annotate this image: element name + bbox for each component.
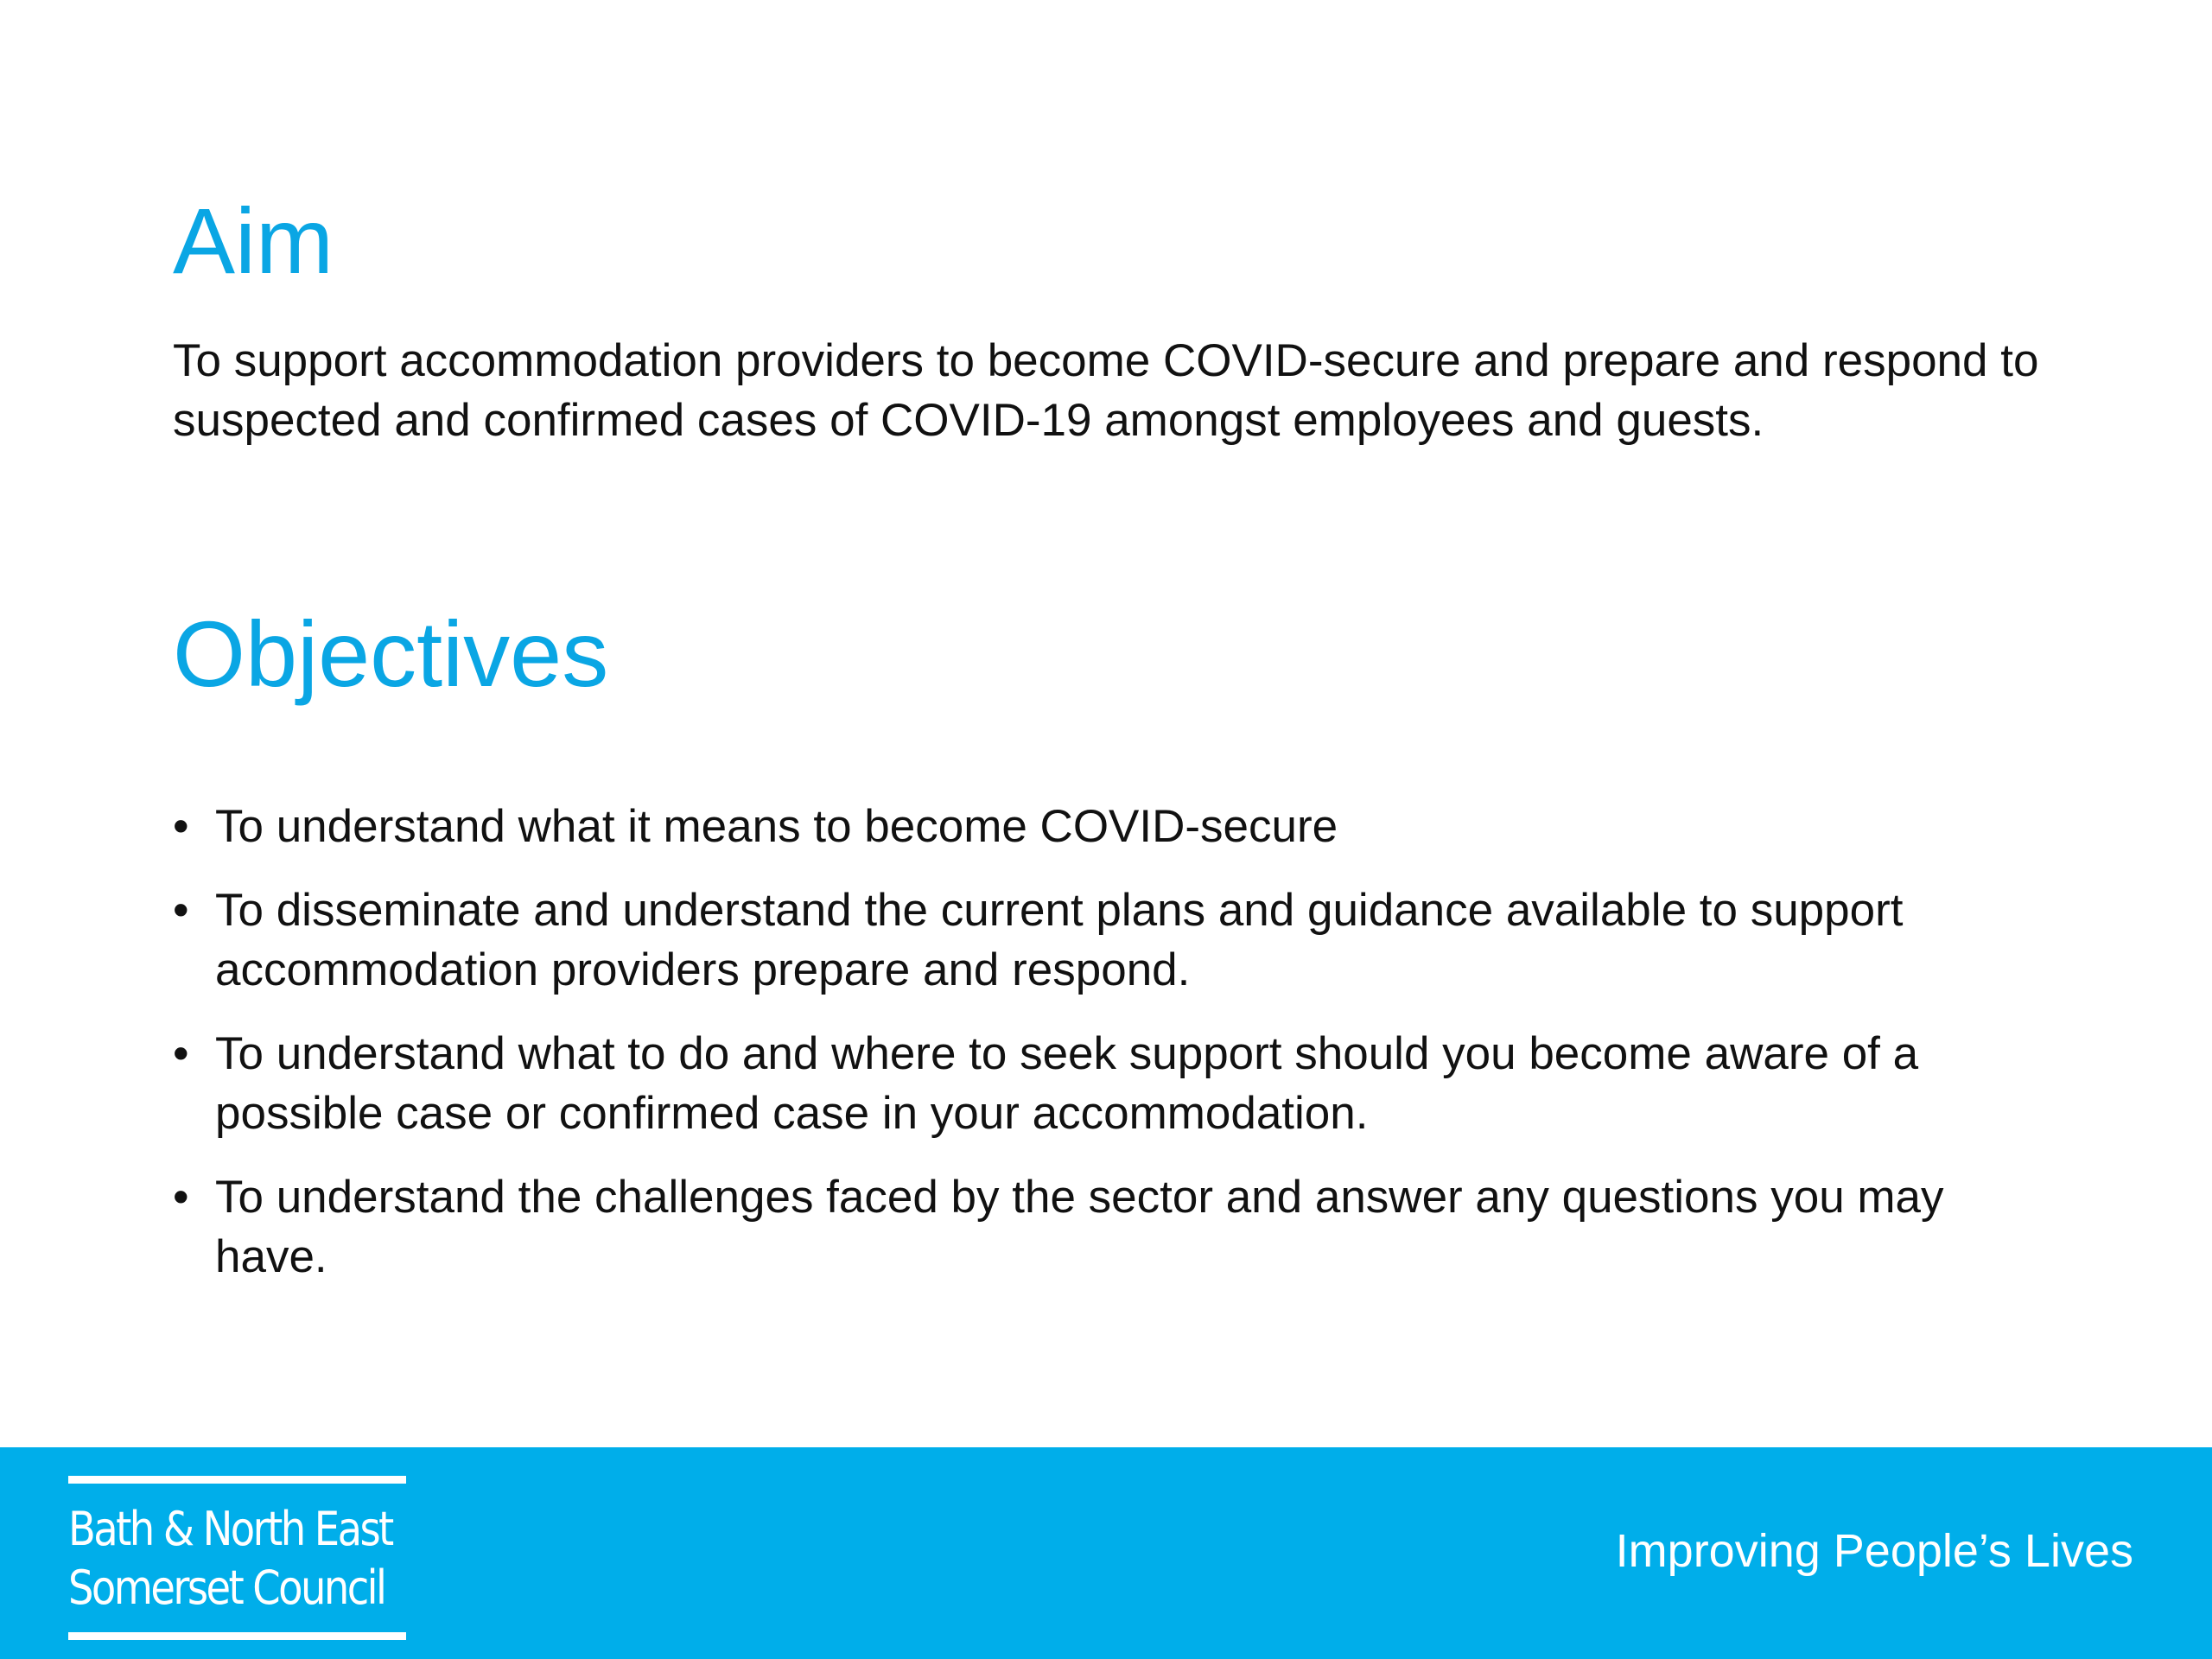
- objective-item: [173, 1024, 2056, 1143]
- footer-bar: [0, 1447, 2212, 1659]
- aim-heading: Aim: [173, 188, 334, 293]
- objective-text: To disseminate and understand the current plans and guidance available to support accommodation providers prepare and respond.: [215, 885, 1904, 995]
- logo-line-2: Somerset Council: [68, 1560, 385, 1615]
- objective-text: To understand what it means to become COVID-secure: [215, 801, 1338, 852]
- bullet-point: •: [173, 1172, 189, 1223]
- objective-item: [173, 797, 2056, 856]
- bullet-point: •: [173, 1028, 189, 1079]
- objectives-heading: Objectives: [173, 601, 609, 706]
- council-logo: [68, 1476, 406, 1640]
- objective-item: [173, 880, 2056, 1000]
- objectives-list: [173, 797, 2056, 1311]
- logo-top-rule: [68, 1476, 406, 1484]
- tagline: Improving People’s Lives: [1615, 1525, 2133, 1577]
- aim-body: To support accommodation providers to become COVID-secure and prepare and respond to suspected and confirmed cases of COVID-19 amongst employees and guests.: [173, 335, 2039, 446]
- logo-bottom-rule: [68, 1632, 406, 1640]
- objective-item: [173, 1167, 2056, 1287]
- logo-line-1: Bath & North East: [68, 1502, 392, 1556]
- objective-text: To understand what to do and where to seek support should you become aware of a possible case or confirmed case in your accommodation.: [215, 1028, 1919, 1139]
- bullet-point: •: [173, 801, 189, 852]
- bullet-point: •: [173, 885, 189, 936]
- objective-text: To understand the challenges faced by the sector and answer any questions you may have.: [215, 1172, 1944, 1282]
